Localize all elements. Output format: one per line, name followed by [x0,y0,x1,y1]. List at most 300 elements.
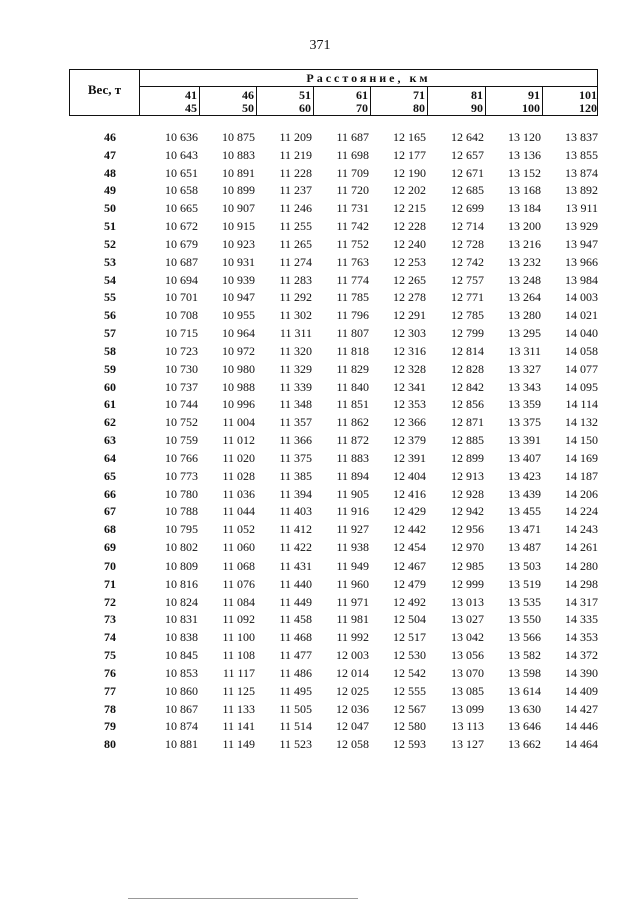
value-cell: 10 809 [165,559,198,573]
value-cell: 13 099 [451,701,484,716]
value-cell: 11 449 [279,594,312,609]
value-cell: 10 694 [165,272,198,287]
value-cell: 14 003 [565,290,598,305]
table-row [0,666,640,683]
value-cell: 10 708 [165,308,198,323]
table-row [0,719,640,736]
value-cell: 11 698 [336,147,369,162]
table-row [0,630,640,647]
value-cell: 11 219 [279,147,312,162]
value-cell: 12 003 [336,648,369,662]
value-cell: 12 391 [393,451,426,465]
header-column-divider [199,87,200,115]
value-cell: 12 771 [451,290,484,305]
value-cell: 13 232 [508,254,541,269]
range-from: 61 [356,88,368,102]
table-row [0,433,640,450]
value-cell: 14 058 [565,344,598,358]
value-cell: 10 881 [165,737,198,752]
value-cell: 12 479 [393,576,426,591]
value-cell: 10 802 [165,540,198,554]
value-cell: 10 838 [165,630,198,645]
weight-cell: 60 [104,379,116,394]
value-cell: 11 796 [336,308,369,323]
value-cell: 11 495 [279,683,312,698]
value-cell: 14 353 [565,630,598,645]
value-cell: 12 757 [451,272,484,287]
weight-cell: 55 [104,290,116,305]
header-column-divider [313,87,314,115]
table-row [0,130,640,147]
value-cell: 11 807 [336,326,369,340]
value-cell: 11 265 [279,237,312,251]
value-cell: 12 530 [393,648,426,662]
table-row [0,344,640,361]
table-row [0,237,640,254]
table-row [0,255,640,272]
value-cell: 14 243 [565,522,598,537]
value-cell: 10 636 [165,130,198,144]
weight-cell: 76 [104,666,116,680]
value-cell: 10 651 [165,165,198,180]
value-cell: 12 985 [451,559,484,573]
value-cell: 10 867 [165,701,198,716]
value-cell: 11 117 [222,666,255,680]
weight-cell: 62 [104,415,116,430]
value-cell: 12 555 [393,683,426,698]
value-cell: 14 095 [565,379,598,394]
header-column-divider [139,70,140,115]
table-row [0,148,640,165]
value-cell: 14 335 [565,612,598,627]
value-cell: 13 013 [451,594,484,609]
value-cell: 10 723 [165,344,198,358]
weight-cell: 48 [104,165,116,180]
table-row [0,487,640,504]
weight-cell: 75 [104,648,116,662]
value-cell: 10 679 [165,237,198,251]
value-cell: 11 862 [336,415,369,430]
value-cell: 11 422 [279,540,312,554]
value-cell: 10 875 [222,130,255,144]
value-cell: 11 742 [336,219,369,233]
value-cell: 11 440 [279,576,312,591]
value-cell: 13 295 [508,326,541,340]
value-cell: 11 505 [279,701,312,716]
value-cell: 10 752 [165,415,198,430]
weight-cell: 65 [104,468,116,483]
value-cell: 13 911 [565,201,598,216]
value-cell: 12 642 [451,130,484,144]
value-cell: 12 856 [451,397,484,412]
value-cell: 13 216 [508,237,541,251]
weight-cell: 66 [104,486,116,501]
value-cell: 11 883 [336,451,369,465]
value-cell: 12 699 [451,201,484,216]
weight-cell: 54 [104,272,116,287]
value-cell: 11 872 [336,433,369,447]
value-cell: 13 487 [508,540,541,554]
value-cell: 11 375 [279,451,312,465]
weight-cell: 51 [104,219,116,233]
value-cell: 12 517 [393,630,426,645]
value-cell: 11 302 [279,308,312,323]
value-cell: 11 752 [336,237,369,251]
value-cell: 13 471 [508,522,541,537]
value-cell: 10 931 [222,254,255,269]
value-cell: 12 593 [393,737,426,752]
table-row [0,504,640,521]
value-cell: 14 372 [565,648,598,662]
value-cell: 13 582 [508,648,541,662]
weight-cell: 59 [104,361,116,376]
value-cell: 10 788 [165,504,198,519]
value-cell: 14 132 [565,415,598,430]
value-cell: 10 766 [165,451,198,465]
value-cell: 12 913 [451,468,484,483]
value-cell: 13 662 [508,737,541,752]
value-cell: 11 840 [336,379,369,394]
value-cell: 13 439 [508,486,541,501]
value-cell: 11 477 [279,648,312,662]
weight-cell: 70 [104,559,116,573]
table-row [0,612,640,629]
value-cell: 11 992 [336,630,369,645]
value-cell: 10 874 [165,719,198,734]
value-cell: 10 996 [222,397,255,412]
value-cell: 13 855 [565,147,598,162]
weight-cell: 67 [104,504,116,519]
range-to: 50 [242,101,254,115]
value-cell: 11 960 [336,576,369,591]
value-cell: 12 970 [451,540,484,554]
range-to: 120 [579,101,597,115]
table-row [0,183,640,200]
value-cell: 10 780 [165,486,198,501]
value-cell: 13 168 [508,183,541,198]
table-row [0,219,640,236]
value-cell: 14 464 [565,737,598,752]
value-cell: 14 409 [565,683,598,698]
value-cell: 11 687 [336,130,369,144]
range-from: 81 [471,88,483,102]
weight-cell: 71 [104,576,116,591]
value-cell: 10 860 [165,683,198,698]
value-cell: 11 092 [222,612,255,627]
value-cell: 11 385 [279,468,312,483]
value-cell: 14 187 [565,468,598,483]
weight-cell: 61 [104,397,116,412]
table-row [0,362,640,379]
value-cell: 10 658 [165,183,198,198]
weight-cell: 73 [104,612,116,627]
weight-column-header: Вес, т [87,82,122,97]
value-cell: 12 999 [451,576,484,591]
table-row [0,648,640,665]
value-cell: 12 492 [393,594,426,609]
value-cell: 10 715 [165,326,198,340]
value-cell: 11 458 [279,612,312,627]
header-column-divider [370,87,371,115]
value-cell: 14 427 [565,701,598,716]
weight-cell: 68 [104,522,116,537]
table-row [0,702,640,719]
value-cell: 13 042 [451,630,484,645]
value-cell: 11 763 [336,254,369,269]
value-cell: 14 169 [565,451,598,465]
value-cell: 12 429 [393,504,426,519]
value-cell: 13 113 [451,719,484,734]
value-cell: 13 070 [451,666,484,680]
value-cell: 13 874 [565,165,598,180]
range-from: 46 [242,88,254,102]
weight-cell: 69 [104,540,116,554]
weight-cell: 52 [104,237,116,251]
value-cell: 14 390 [565,666,598,680]
value-cell: 11 246 [279,201,312,216]
value-cell: 11 076 [222,576,255,591]
value-cell: 12 942 [451,504,484,519]
range-to: 70 [356,101,368,115]
value-cell: 10 701 [165,290,198,305]
distance-column-header: Расстояние, км [306,71,431,85]
value-cell: 12 928 [451,486,484,501]
value-cell: 11 523 [279,737,312,752]
value-cell: 11 100 [222,630,255,645]
value-cell: 10 923 [222,237,255,251]
value-cell: 13 327 [508,361,541,376]
table-row [0,290,640,307]
range-to: 100 [522,101,540,115]
value-cell: 13 359 [508,397,541,412]
weight-cell: 58 [104,344,116,358]
value-cell: 12 177 [393,147,426,162]
table-row [0,469,640,486]
value-cell: 10 899 [222,183,255,198]
value-cell: 10 773 [165,468,198,483]
value-cell: 10 665 [165,201,198,216]
value-cell: 13 598 [508,666,541,680]
value-cell: 11 052 [222,522,255,537]
value-cell: 12 165 [393,130,426,144]
header-column-divider [256,87,257,115]
value-cell: 10 891 [222,165,255,180]
value-cell: 12 454 [393,540,426,554]
value-cell: 11 274 [279,254,312,269]
value-cell: 10 955 [222,308,255,323]
value-cell: 11 228 [279,165,312,180]
value-cell: 11 514 [279,719,312,734]
value-cell: 14 021 [565,308,598,323]
value-cell: 14 206 [565,486,598,501]
value-cell: 12 728 [451,237,484,251]
value-cell: 11 366 [279,433,312,447]
value-cell: 10 687 [165,254,198,269]
range-from: 101 [579,88,597,102]
value-cell: 11 981 [336,612,369,627]
weight-cell: 74 [104,630,116,645]
weight-cell: 56 [104,308,116,323]
value-cell: 11 149 [222,737,255,752]
header-divider [139,86,598,87]
value-cell: 11 060 [222,540,255,554]
value-cell: 14 150 [565,433,598,447]
value-cell: 12 657 [451,147,484,162]
table-row [0,308,640,325]
value-cell: 10 853 [165,666,198,680]
value-cell: 12 265 [393,272,426,287]
value-cell: 13 375 [508,415,541,430]
value-cell: 11 141 [222,719,255,734]
value-cell: 14 040 [565,326,598,340]
value-cell: 13 407 [508,451,541,465]
weight-cell: 80 [104,737,116,752]
value-cell: 12 366 [393,415,426,430]
table-row [0,380,640,397]
value-cell: 13 646 [508,719,541,734]
table-row [0,559,640,576]
value-cell: 10 915 [222,219,255,233]
value-cell: 13 120 [508,130,541,144]
range-to: 45 [185,101,197,115]
value-cell: 12 504 [393,612,426,627]
value-cell: 13 455 [508,504,541,519]
table-row [0,166,640,183]
value-cell: 13 391 [508,433,541,447]
table-row [0,595,640,612]
table-row [0,540,640,557]
value-cell: 10 947 [222,290,255,305]
value-cell: 12 303 [393,326,426,340]
value-cell: 13 056 [451,648,484,662]
value-cell: 11 020 [222,451,255,465]
value-cell: 11 431 [279,559,312,573]
value-cell: 11 829 [336,361,369,376]
value-cell: 12 580 [393,719,426,734]
value-cell: 11 292 [279,290,312,305]
value-cell: 11 412 [279,522,312,537]
value-cell: 14 261 [565,540,598,554]
value-cell: 13 630 [508,701,541,716]
table-row [0,201,640,218]
value-cell: 11 905 [336,486,369,501]
value-cell: 11 894 [336,468,369,483]
value-cell: 14 114 [565,397,598,412]
table-row [0,737,640,754]
table-row [0,415,640,432]
value-cell: 12 228 [393,219,426,233]
value-cell: 13 566 [508,630,541,645]
value-cell: 11 068 [222,559,255,573]
value-cell: 12 353 [393,397,426,412]
value-cell: 10 831 [165,612,198,627]
value-cell: 14 224 [565,504,598,519]
value-cell: 11 311 [279,326,312,340]
weight-cell: 46 [104,130,116,144]
weight-cell: 78 [104,701,116,716]
value-cell: 13 184 [508,201,541,216]
value-cell: 11 108 [222,648,255,662]
value-cell: 12 899 [451,451,484,465]
value-cell: 11 720 [336,183,369,198]
value-cell: 13 280 [508,308,541,323]
value-cell: 12 316 [393,344,426,358]
value-cell: 10 964 [222,326,255,340]
value-cell: 10 845 [165,648,198,662]
value-cell: 11 818 [336,344,369,358]
value-cell: 12 799 [451,326,484,340]
value-cell: 12 842 [451,379,484,394]
value-cell: 10 643 [165,147,198,162]
table-row [0,577,640,594]
value-cell: 11 949 [336,559,369,573]
value-cell: 11 916 [336,504,369,519]
table-row [0,326,640,343]
value-cell: 12 714 [451,219,484,233]
header-column-divider [485,87,486,115]
value-cell: 11 731 [336,201,369,216]
value-cell: 14 077 [565,361,598,376]
value-cell: 12 567 [393,701,426,716]
value-cell: 12 058 [336,737,369,752]
value-cell: 11 357 [279,415,312,430]
value-cell: 13 200 [508,219,541,233]
value-cell: 10 744 [165,397,198,412]
value-cell: 12 871 [451,415,484,430]
value-cell: 12 956 [451,522,484,537]
value-cell: 13 311 [508,344,541,358]
value-cell: 11 709 [336,165,369,180]
value-cell: 13 519 [508,576,541,591]
value-cell: 10 759 [165,433,198,447]
value-cell: 12 253 [393,254,426,269]
value-cell: 11 927 [336,522,369,537]
value-cell: 11 339 [279,379,312,394]
value-cell: 12 467 [393,559,426,573]
value-cell: 12 416 [393,486,426,501]
value-cell: 13 027 [451,612,484,627]
value-cell: 13 264 [508,290,541,305]
value-cell: 12 671 [451,165,484,180]
value-cell: 13 423 [508,468,541,483]
value-cell: 10 795 [165,522,198,537]
value-cell: 12 685 [451,183,484,198]
value-cell: 11 403 [279,504,312,519]
value-cell: 10 980 [222,361,255,376]
page-number: 371 [309,38,331,53]
value-cell: 11 125 [222,683,255,698]
value-cell: 13 929 [565,219,598,233]
header-column-divider [542,87,543,115]
value-cell: 13 614 [508,683,541,698]
value-cell: 10 907 [222,201,255,216]
value-cell: 12 047 [336,719,369,734]
value-cell: 13 947 [565,237,598,251]
value-cell: 14 280 [565,559,598,573]
value-cell: 12 036 [336,701,369,716]
value-cell: 11 255 [279,219,312,233]
value-cell: 12 190 [393,165,426,180]
table-row [0,684,640,701]
value-cell: 11 036 [222,486,255,501]
value-cell: 12 202 [393,183,426,198]
value-cell: 12 542 [393,666,426,680]
footer-rule [128,898,358,899]
value-cell: 12 240 [393,237,426,251]
value-cell: 11 851 [336,397,369,412]
value-cell: 11 938 [336,540,369,554]
value-cell: 10 824 [165,594,198,609]
